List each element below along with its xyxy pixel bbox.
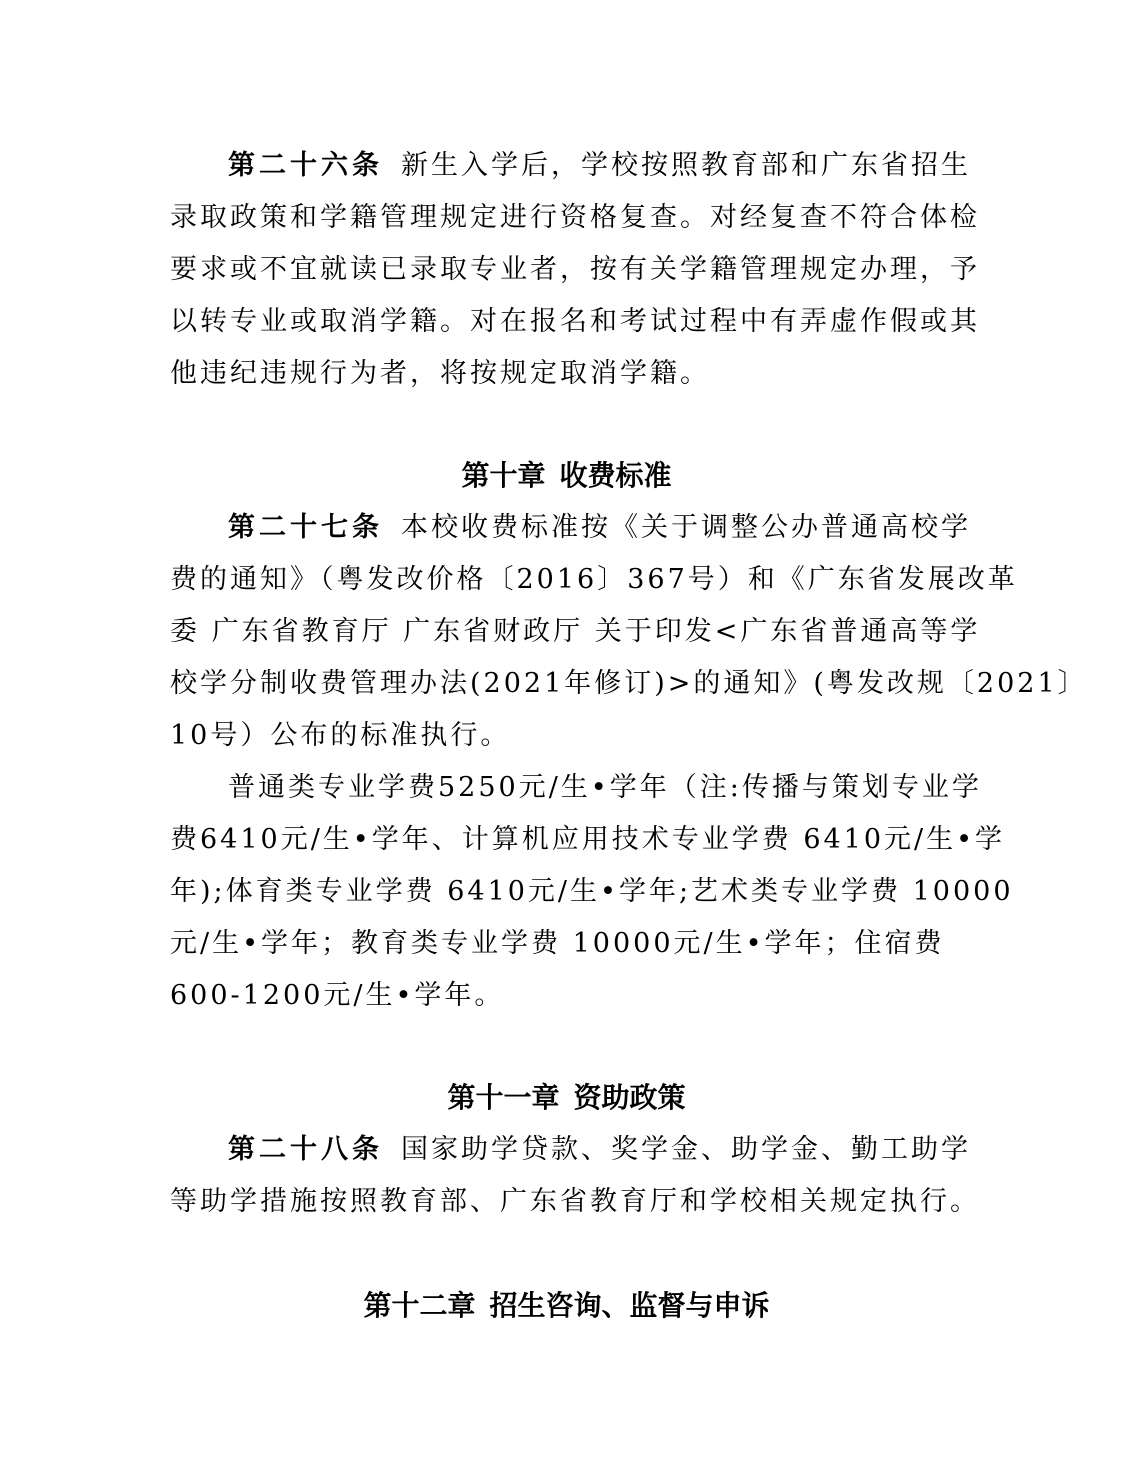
- chapter-11-number: 第十一章: [447, 1081, 560, 1114]
- chapter-10-title: 收费标准: [559, 459, 672, 492]
- article-26-line-2: 录取政策和学籍管理规定进行资格复查。对经复查不符合体检: [170, 202, 980, 233]
- fees-line-2: 费6410元/生•学年、计算机应用技术专业学费 6410元/生•学: [170, 824, 1006, 855]
- article-26-line-5: 他违纪违规行为者，将按规定取消学籍。: [170, 358, 710, 389]
- article-27-line-5: 10号）公布的标准执行。: [170, 720, 511, 751]
- chapter-12-heading: [0, 1280, 1133, 1332]
- article-27-line-1: [228, 502, 1028, 554]
- article-26-text-1: 新生入学后，学校按照教育部和广东省招生: [401, 150, 971, 181]
- article-27-line-2: 费的通知》（粤发改价格〔2016〕367号）和《广东省发展改革: [170, 564, 1018, 595]
- article-26-line-4: 以转专业或取消学籍。对在报名和考试过程中有弄虚作假或其: [170, 306, 980, 337]
- chapter-10-number: 第十章: [461, 459, 546, 492]
- fees-line-1: 普通类专业学费5250元/生•学年（注:传播与策划专业学: [228, 772, 982, 803]
- chapter-12-number: 第十二章: [363, 1289, 476, 1322]
- chapter-11-title: 资助政策: [573, 1081, 686, 1114]
- chapter-10-heading: [0, 450, 1133, 502]
- chapter-11-heading: [0, 1072, 1133, 1124]
- fees-line-4: 元/生•学年；教育类专业学费 10000元/生•学年；住宿费: [170, 928, 945, 959]
- article-28-line-2: 等助学措施按照教育部、广东省教育厅和学校相关规定执行。: [170, 1186, 980, 1217]
- article-26-line-1: [228, 140, 1028, 192]
- fees-line-3: 年);体育类专业学费 6410元/生•学年;艺术类专业学费 10000: [170, 876, 1014, 907]
- article-27-text-1: 本校收费标准按《关于调整公办普通高校学: [401, 512, 971, 543]
- fees-line-5: 600-1200元/生•学年。: [170, 980, 505, 1011]
- article-28-label: 第二十八条: [228, 1134, 383, 1165]
- article-27-label: 第二十七条: [228, 512, 383, 543]
- article-27-line-4: 校学分制收费管理办法(2021年修订)>的通知》(粤发改规〔2021〕: [170, 668, 1088, 699]
- article-27-line-3: 委 广东省教育厅 广东省财政厅 关于印发<广东省普通高等学: [170, 616, 981, 647]
- article-26-line-3: 要求或不宜就读已录取专业者，按有关学籍管理规定办理，予: [170, 254, 980, 285]
- article-28-text-1: 国家助学贷款、奖学金、助学金、勤工助学: [401, 1134, 971, 1165]
- chapter-12-title: 招生咨询、监督与申诉: [489, 1289, 770, 1322]
- article-26-label: 第二十六条: [228, 150, 383, 181]
- article-28-line-1: [228, 1124, 1028, 1176]
